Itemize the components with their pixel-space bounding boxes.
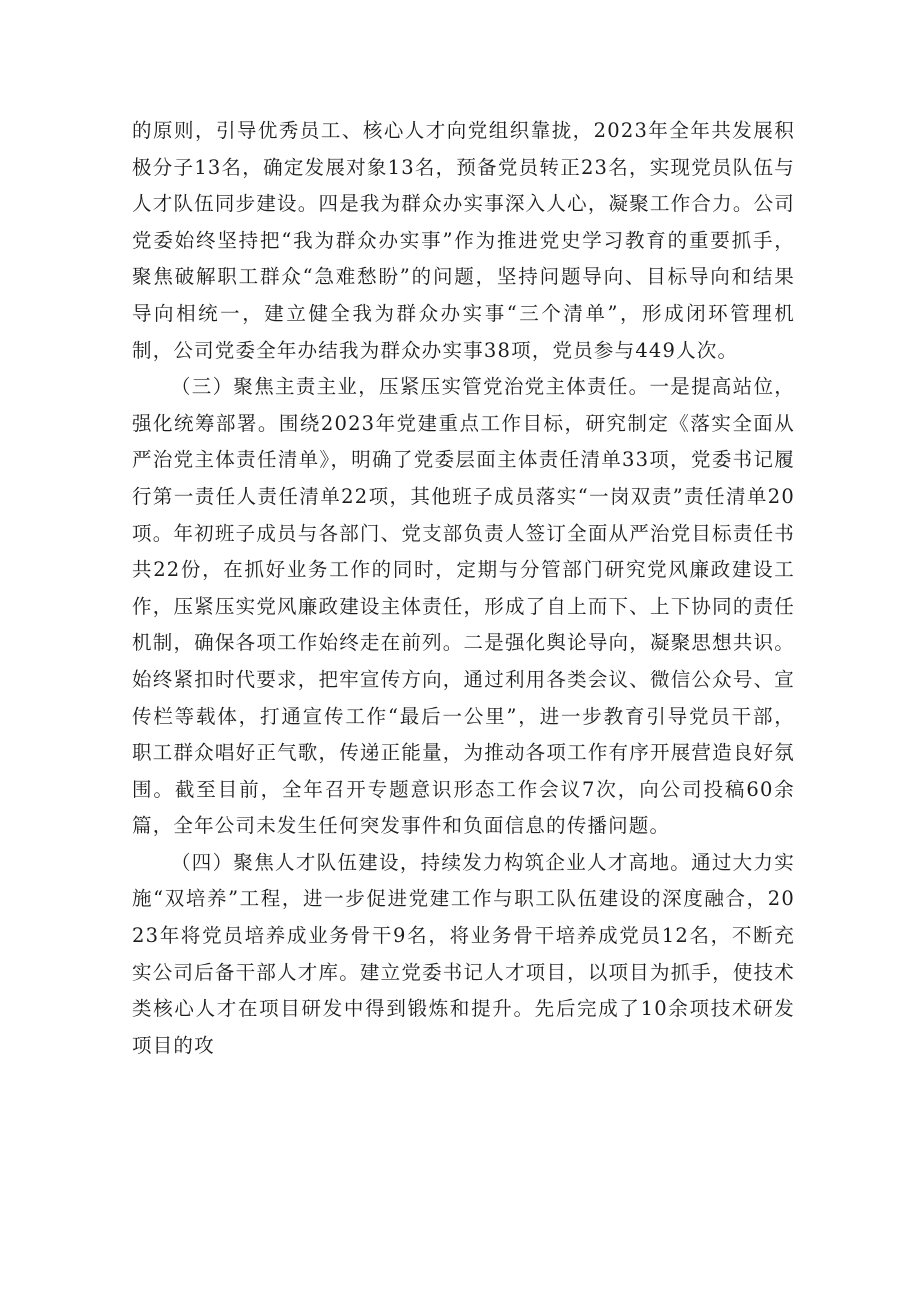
paragraph-continuation: 的原则，引导优秀员工、核心人才向党组织靠拢，2023年全年共发展积极分子13名，确定发展对象13名，预备党员转正23名，实现党员队伍与人才队伍同步建设。四是我为群众办实事深入人心，凝聚工作合力。公司党委始终坚持把“我为群众办实事”作为推进党史学习教育的重要抓手，聚焦破解职工群众“急难愁盼”的问题，坚持问题导向、目标导向和结果导向相统一，建立健全我为群众办实事“三个清单”，形成闭环管理机制，公司党委全年办结我为群众办实事38项，党员参与449人次。 xyxy=(132,119,795,362)
paragraph-section-four: （四）聚焦人才队伍建设，持续发力构筑企业人才高地。通过大力实施“双培养”工程，进一步促进党建工作与职工队伍建设的深度融合，2023年将党员培养成业务骨干9名，将业务骨干培养成党员12名，不断充实公司后备干部人才库。建立党委书记人才项目，以项目为抓手，使技术类核心人才在项目研发中得到锻炼和提升。先后完成了10余项技术研发项目的攻 xyxy=(132,850,795,1057)
paragraph-section-three: （三）聚焦主责主业，压紧压实管党治党主体责任。一是提高站位，强化统筹部署。围绕2023年党建重点工作目标，研究制定《落实全面从严治党主体责任清单》，明确了党委层面主体责任清单33项，党委书记履行第一责任人责任清单22项，其他班子成员落实“一岗双责”责任清单20项。年初班子成员与各部门、党支部负责人签订全面从严治党目标责任书共22份，在抓好业务工作的同时，定期与分管部门研究党风廉政建设工作，压紧压实党风廉政建设主体责任，形成了自上而下、上下协同的责任机制，确保各项工作始终走在前列。二是强化舆论导向，凝聚思想共识。始终紧扣时代要求，把牢宣传方向，通过利用各类会议、微信公众号、宣传栏等载体，打通宣传工作“最后一公里”，进一步教育引导党员干部，职工群众唱好正气歌，传递正能量，为推动各项工作有序开展营造良好氛围。截至目前，全年召开专题意识形态工作会议7次，向公司投稿60余篇，全年公司未发生任何突发事件和负面信息的传播问题。 xyxy=(132,375,795,838)
